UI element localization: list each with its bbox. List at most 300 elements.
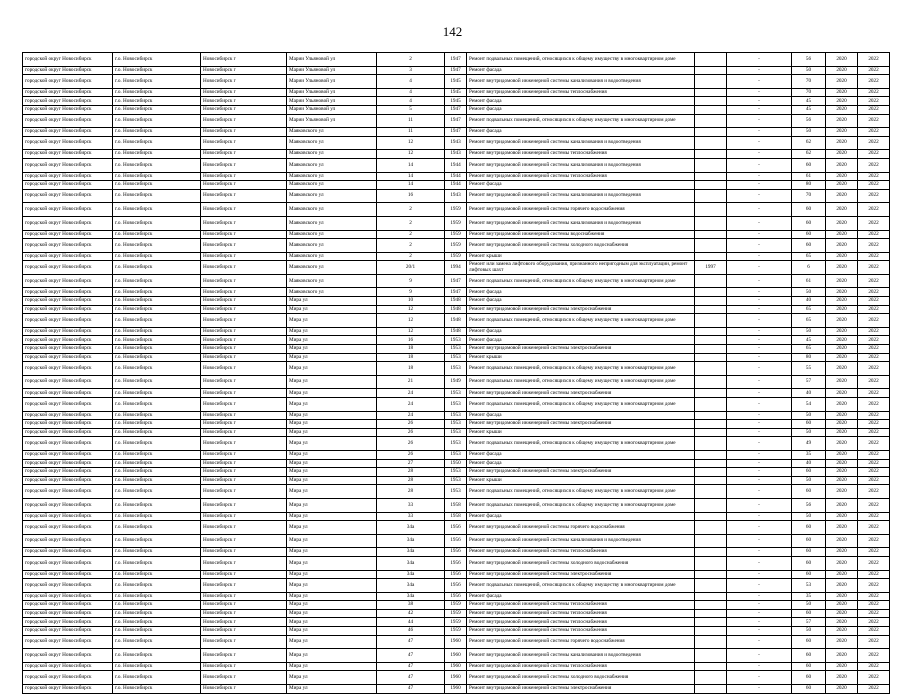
start-year-cell: 2020	[826, 450, 858, 459]
wear-percent-cell: 56	[792, 114, 826, 128]
build-year-cell: 1994	[445, 261, 467, 275]
table-row	[23, 172, 890, 181]
build-year-cell: 1953	[445, 345, 467, 354]
build-year-cell: 1959	[445, 239, 467, 253]
dash-cell: -	[727, 512, 792, 521]
end-year-cell: 2022	[858, 327, 890, 336]
table-row	[23, 362, 890, 376]
municipality-cell: городской округ Новосибирск	[23, 570, 113, 579]
wear-percent-cell: 60	[792, 635, 826, 649]
work-type-cell: Ремонт внутридомовой инженерной системы канализования и водоотведения	[467, 158, 695, 172]
municipality-cell: городской округ Новосибирск	[23, 685, 113, 694]
wear-percent-cell: 61	[792, 172, 826, 181]
work-type-cell: Ремонт фасада	[467, 411, 695, 420]
lift-year-cell: 1997	[695, 261, 727, 275]
end-year-cell: 2022	[858, 181, 890, 190]
municipality-cell: городской округ Новосибирск	[23, 274, 113, 288]
build-year-cell: 1959	[445, 609, 467, 618]
wear-percent-cell: 60	[792, 485, 826, 499]
municipality-cell: городской округ Новосибирск	[23, 336, 113, 345]
lift-year-cell	[695, 203, 727, 217]
table-row	[23, 375, 890, 389]
street-cell: Мира ул	[287, 685, 377, 694]
city-district-cell: г.о. Новосибирск	[113, 136, 201, 150]
end-year-cell: 2022	[858, 216, 890, 230]
start-year-cell: 2020	[826, 685, 858, 694]
work-type-cell: Ремонт внутридомовой инженерной системы горячего водоснабжения	[467, 203, 695, 217]
end-year-cell: 2022	[858, 297, 890, 306]
start-year-cell: 2020	[826, 88, 858, 97]
house-number-cell: 34а	[377, 579, 445, 593]
dash-cell: -	[727, 428, 792, 437]
table-row	[23, 345, 890, 354]
wear-percent-cell: 60	[792, 521, 826, 535]
wear-percent-cell: 35	[792, 592, 826, 601]
start-year-cell: 2020	[826, 239, 858, 253]
start-year-cell: 2020	[826, 314, 858, 328]
start-year-cell: 2020	[826, 521, 858, 535]
lift-year-cell	[695, 230, 727, 239]
locality-cell: Новосибирск г	[201, 635, 287, 649]
wear-percent-cell: 50	[792, 66, 826, 75]
end-year-cell: 2022	[858, 570, 890, 579]
start-year-cell: 2020	[826, 105, 858, 114]
lift-year-cell	[695, 305, 727, 314]
dash-cell: -	[727, 97, 792, 106]
street-cell: Маяковского ул	[287, 181, 377, 190]
municipality-cell: городской округ Новосибирск	[23, 476, 113, 485]
house-number-cell: 4	[377, 75, 445, 89]
build-year-cell: 1953	[445, 450, 467, 459]
street-cell: Мира ул	[287, 635, 377, 649]
start-year-cell: 2020	[826, 512, 858, 521]
street-cell: Мира ул	[287, 362, 377, 376]
table-row	[23, 512, 890, 521]
end-year-cell: 2022	[858, 649, 890, 663]
wear-percent-cell: 50	[792, 411, 826, 420]
table-row	[23, 521, 890, 535]
work-type-cell: Ремонт крыши	[467, 353, 695, 362]
work-type-cell: Ремонт внутридомовой инженерной системы электроснабжения	[467, 389, 695, 398]
end-year-cell: 2022	[858, 450, 890, 459]
lift-year-cell	[695, 534, 727, 548]
street-cell: Мира ул	[287, 327, 377, 336]
dash-cell: -	[727, 150, 792, 159]
build-year-cell: 1945	[445, 97, 467, 106]
locality-cell: Новосибирск г	[201, 150, 287, 159]
dash-cell: -	[727, 114, 792, 128]
table-row	[23, 437, 890, 451]
start-year-cell: 2020	[826, 128, 858, 137]
street-cell: Мира ул	[287, 450, 377, 459]
street-cell: Мира ул	[287, 314, 377, 328]
city-district-cell: г.о. Новосибирск	[113, 649, 201, 663]
build-year-cell: 1960	[445, 671, 467, 685]
work-type-cell: Ремонт подвальных помещений, относящихся к общему имуществу в многоквартирном доме	[467, 314, 695, 328]
lift-year-cell	[695, 420, 727, 429]
dash-cell: -	[727, 618, 792, 627]
work-type-cell: Ремонт подвальных помещений, относящихся к общему имуществу в многоквартирном доме	[467, 579, 695, 593]
wear-percent-cell: 40	[792, 459, 826, 468]
street-cell: Мира ул	[287, 609, 377, 618]
table-row	[23, 450, 890, 459]
street-cell: Марии Ульяновой ул	[287, 66, 377, 75]
build-year-cell: 1953	[445, 437, 467, 451]
locality-cell: Новосибирск г	[201, 521, 287, 535]
locality-cell: Новосибирск г	[201, 136, 287, 150]
locality-cell: Новосибирск г	[201, 53, 287, 67]
house-number-cell: 20/1	[377, 261, 445, 275]
lift-year-cell	[695, 556, 727, 570]
build-year-cell: 1943	[445, 150, 467, 159]
wear-percent-cell: 70	[792, 75, 826, 89]
municipality-cell: городской округ Новосибирск	[23, 297, 113, 306]
build-year-cell: 1944	[445, 181, 467, 190]
city-district-cell: г.о. Новосибирск	[113, 579, 201, 593]
start-year-cell: 2020	[826, 181, 858, 190]
locality-cell: Новосибирск г	[201, 230, 287, 239]
work-type-cell: Ремонт внутридомовой инженерной системы холодного водоснабжения	[467, 239, 695, 253]
locality-cell: Новосибирск г	[201, 105, 287, 114]
start-year-cell: 2020	[826, 485, 858, 499]
municipality-cell: городской округ Новосибирск	[23, 609, 113, 618]
municipality-cell: городской округ Новосибирск	[23, 428, 113, 437]
dash-cell: -	[727, 671, 792, 685]
locality-cell: Новосибирск г	[201, 252, 287, 261]
wear-percent-cell: 60	[792, 203, 826, 217]
table-row	[23, 428, 890, 437]
lift-year-cell	[695, 297, 727, 306]
wear-percent-cell: 60	[792, 216, 826, 230]
locality-cell: Новосибирск г	[201, 485, 287, 499]
start-year-cell: 2020	[826, 345, 858, 354]
table-row	[23, 53, 890, 67]
work-type-cell: Ремонт фасада	[467, 181, 695, 190]
locality-cell: Новосибирск г	[201, 203, 287, 217]
city-district-cell: г.о. Новосибирск	[113, 189, 201, 203]
build-year-cell: 1959	[445, 618, 467, 627]
city-district-cell: г.о. Новосибирск	[113, 609, 201, 618]
municipality-cell: городской округ Новосибирск	[23, 420, 113, 429]
wear-percent-cell: 54	[792, 398, 826, 412]
table-row	[23, 136, 890, 150]
wear-percent-cell: 65	[792, 314, 826, 328]
municipality-cell: городской округ Новосибирск	[23, 305, 113, 314]
wear-percent-cell: 60	[792, 468, 826, 477]
work-type-cell: Ремонт внутридомовой инженерной системы горячего водоснабжения	[467, 521, 695, 535]
start-year-cell: 2020	[826, 288, 858, 297]
dash-cell: -	[727, 158, 792, 172]
table-row	[23, 261, 890, 275]
locality-cell: Новосибирск г	[201, 649, 287, 663]
locality-cell: Новосибирск г	[201, 158, 287, 172]
locality-cell: Новосибирск г	[201, 398, 287, 412]
house-number-cell: 18	[377, 362, 445, 376]
house-number-cell: 12	[377, 150, 445, 159]
house-number-cell: 47	[377, 649, 445, 663]
street-cell: Мира ул	[287, 468, 377, 477]
dash-cell: -	[727, 609, 792, 618]
build-year-cell: 1948	[445, 327, 467, 336]
city-district-cell: г.о. Новосибирск	[113, 114, 201, 128]
street-cell: Мира ул	[287, 459, 377, 468]
dash-cell: -	[727, 556, 792, 570]
work-type-cell: Ремонт внутридомовой инженерной системы теплоснабжения	[467, 601, 695, 610]
start-year-cell: 2020	[826, 336, 858, 345]
house-number-cell: 24	[377, 389, 445, 398]
house-number-cell: 18	[377, 345, 445, 354]
house-number-cell: 12	[377, 314, 445, 328]
table-row	[23, 627, 890, 636]
dash-cell: -	[727, 181, 792, 190]
end-year-cell: 2022	[858, 75, 890, 89]
start-year-cell: 2020	[826, 459, 858, 468]
wear-percent-cell: 60	[792, 420, 826, 429]
house-number-cell: 26	[377, 420, 445, 429]
start-year-cell: 2020	[826, 230, 858, 239]
work-type-cell: Ремонт внутридомовой инженерной системы электроснабжения	[467, 570, 695, 579]
build-year-cell: 1956	[445, 548, 467, 557]
lift-year-cell	[695, 476, 727, 485]
build-year-cell: 1956	[445, 534, 467, 548]
end-year-cell: 2022	[858, 635, 890, 649]
dash-cell: -	[727, 75, 792, 89]
city-district-cell: г.о. Новосибирск	[113, 216, 201, 230]
lift-year-cell	[695, 314, 727, 328]
table-row	[23, 327, 890, 336]
build-year-cell: 1956	[445, 592, 467, 601]
table-row	[23, 297, 890, 306]
locality-cell: Новосибирск г	[201, 389, 287, 398]
start-year-cell: 2020	[826, 437, 858, 451]
end-year-cell: 2022	[858, 476, 890, 485]
city-district-cell: г.о. Новосибирск	[113, 345, 201, 354]
locality-cell: Новосибирск г	[201, 662, 287, 671]
lift-year-cell	[695, 252, 727, 261]
dash-cell: -	[727, 239, 792, 253]
wear-percent-cell: 40	[792, 297, 826, 306]
table-row	[23, 150, 890, 159]
municipality-cell: городской округ Новосибирск	[23, 88, 113, 97]
build-year-cell: 1956	[445, 579, 467, 593]
work-type-cell: Ремонт внутридомовой инженерной системы теплоснабжения	[467, 150, 695, 159]
municipality-cell: городской округ Новосибирск	[23, 579, 113, 593]
start-year-cell: 2020	[826, 158, 858, 172]
lift-year-cell	[695, 150, 727, 159]
municipality-cell: городской округ Новосибирск	[23, 556, 113, 570]
street-cell: Мира ул	[287, 305, 377, 314]
city-district-cell: г.о. Новосибирск	[113, 548, 201, 557]
table-row	[23, 601, 890, 610]
wear-percent-cell: 57	[792, 618, 826, 627]
end-year-cell: 2022	[858, 498, 890, 512]
house-number-cell: 26	[377, 437, 445, 451]
table-row	[23, 128, 890, 137]
locality-cell: Новосибирск г	[201, 353, 287, 362]
house-number-cell: 4	[377, 97, 445, 106]
locality-cell: Новосибирск г	[201, 411, 287, 420]
build-year-cell: 1943	[445, 136, 467, 150]
house-number-cell: 34а	[377, 556, 445, 570]
work-type-cell: Ремонт внутридомовой инженерной системы канализования и водоотведения	[467, 649, 695, 663]
house-number-cell: 26	[377, 450, 445, 459]
city-district-cell: г.о. Новосибирск	[113, 150, 201, 159]
city-district-cell: г.о. Новосибирск	[113, 239, 201, 253]
table-row	[23, 459, 890, 468]
wear-percent-cell: 60	[792, 230, 826, 239]
locality-cell: Новосибирск г	[201, 261, 287, 275]
lift-year-cell	[695, 548, 727, 557]
house-number-cell: 34а	[377, 548, 445, 557]
lift-year-cell	[695, 353, 727, 362]
lift-year-cell	[695, 327, 727, 336]
table-row	[23, 618, 890, 627]
dash-cell: -	[727, 459, 792, 468]
work-type-cell: Ремонт внутридомовой инженерной системы теплоснабжения	[467, 618, 695, 627]
house-number-cell: 16	[377, 336, 445, 345]
house-number-cell: 12	[377, 136, 445, 150]
municipality-cell: городской округ Новосибирск	[23, 345, 113, 354]
lift-year-cell	[695, 579, 727, 593]
house-number-cell: 12	[377, 305, 445, 314]
municipality-cell: городской округ Новосибирск	[23, 189, 113, 203]
dash-cell: -	[727, 88, 792, 97]
city-district-cell: г.о. Новосибирск	[113, 450, 201, 459]
house-number-cell: 21	[377, 375, 445, 389]
start-year-cell: 2020	[826, 189, 858, 203]
street-cell: Маяковского ул	[287, 252, 377, 261]
build-year-cell: 1953	[445, 485, 467, 499]
wear-percent-cell: 50	[792, 512, 826, 521]
city-district-cell: г.о. Новосибирск	[113, 128, 201, 137]
lift-year-cell	[695, 136, 727, 150]
street-cell: Мира ул	[287, 534, 377, 548]
wear-percent-cell: 60	[792, 649, 826, 663]
end-year-cell: 2022	[858, 556, 890, 570]
end-year-cell: 2022	[858, 398, 890, 412]
street-cell: Мира ул	[287, 649, 377, 663]
wear-percent-cell: 50	[792, 601, 826, 610]
lift-year-cell	[695, 288, 727, 297]
municipality-cell: городской округ Новосибирск	[23, 216, 113, 230]
street-cell: Мира ул	[287, 662, 377, 671]
lift-year-cell	[695, 216, 727, 230]
wear-percent-cell: 50	[792, 327, 826, 336]
start-year-cell: 2020	[826, 556, 858, 570]
locality-cell: Новосибирск г	[201, 476, 287, 485]
lift-year-cell	[695, 239, 727, 253]
end-year-cell: 2022	[858, 66, 890, 75]
lift-year-cell	[695, 97, 727, 106]
dash-cell: -	[727, 437, 792, 451]
locality-cell: Новосибирск г	[201, 609, 287, 618]
street-cell: Маяковского ул	[287, 239, 377, 253]
municipality-cell: городской округ Новосибирск	[23, 375, 113, 389]
start-year-cell: 2020	[826, 398, 858, 412]
city-district-cell: г.о. Новосибирск	[113, 181, 201, 190]
locality-cell: Новосибирск г	[201, 189, 287, 203]
start-year-cell: 2020	[826, 305, 858, 314]
locality-cell: Новосибирск г	[201, 128, 287, 137]
house-number-cell: 2	[377, 230, 445, 239]
build-year-cell: 1960	[445, 685, 467, 694]
wear-percent-cell: 61	[792, 274, 826, 288]
dash-cell: -	[727, 261, 792, 275]
table-row	[23, 239, 890, 253]
work-type-cell: Ремонт внутридомовой инженерной системы теплоснабжения	[467, 548, 695, 557]
table-row	[23, 252, 890, 261]
street-cell: Марии Ульяновой ул	[287, 88, 377, 97]
start-year-cell: 2020	[826, 136, 858, 150]
street-cell: Мира ул	[287, 336, 377, 345]
table-row	[23, 88, 890, 97]
end-year-cell: 2022	[858, 97, 890, 106]
end-year-cell: 2022	[858, 128, 890, 137]
work-type-cell: Ремонт внутридомовой инженерной системы водоснабжения	[467, 230, 695, 239]
locality-cell: Новосибирск г	[201, 314, 287, 328]
wear-percent-cell: 53	[792, 579, 826, 593]
start-year-cell: 2020	[826, 579, 858, 593]
dash-cell: -	[727, 534, 792, 548]
dash-cell: -	[727, 172, 792, 181]
wear-percent-cell: 57	[792, 375, 826, 389]
city-district-cell: г.о. Новосибирск	[113, 97, 201, 106]
build-year-cell: 1953	[445, 411, 467, 420]
dash-cell: -	[727, 136, 792, 150]
dash-cell: -	[727, 420, 792, 429]
table-row	[23, 288, 890, 297]
municipality-cell: городской округ Новосибирск	[23, 671, 113, 685]
build-year-cell: 1956	[445, 521, 467, 535]
wear-percent-cell: 60	[792, 158, 826, 172]
locality-cell: Новосибирск г	[201, 548, 287, 557]
street-cell: Мира ул	[287, 485, 377, 499]
start-year-cell: 2020	[826, 635, 858, 649]
municipality-cell: городской округ Новосибирск	[23, 618, 113, 627]
city-district-cell: г.о. Новосибирск	[113, 172, 201, 181]
municipality-cell: городской округ Новосибирск	[23, 288, 113, 297]
street-cell: Мира ул	[287, 476, 377, 485]
start-year-cell: 2020	[826, 592, 858, 601]
locality-cell: Новосибирск г	[201, 618, 287, 627]
lift-year-cell	[695, 172, 727, 181]
table-row	[23, 336, 890, 345]
street-cell: Марии Ульяновой ул	[287, 75, 377, 89]
municipality-cell: городской округ Новосибирск	[23, 327, 113, 336]
city-district-cell: г.о. Новосибирск	[113, 336, 201, 345]
build-year-cell: 1947	[445, 105, 467, 114]
municipality-cell: городской округ Новосибирск	[23, 362, 113, 376]
city-district-cell: г.о. Новосибирск	[113, 53, 201, 67]
city-district-cell: г.о. Новосибирск	[113, 66, 201, 75]
municipality-cell: городской округ Новосибирск	[23, 411, 113, 420]
end-year-cell: 2022	[858, 261, 890, 275]
table-row	[23, 216, 890, 230]
work-type-cell: Ремонт внутридомовой инженерной системы канализования и водоотведения	[467, 136, 695, 150]
lift-year-cell	[695, 398, 727, 412]
locality-cell: Новосибирск г	[201, 88, 287, 97]
locality-cell: Новосибирск г	[201, 75, 287, 89]
lift-year-cell	[695, 635, 727, 649]
dash-cell: -	[727, 485, 792, 499]
street-cell: Мира ул	[287, 671, 377, 685]
city-district-cell: г.о. Новосибирск	[113, 158, 201, 172]
lift-year-cell	[695, 181, 727, 190]
start-year-cell: 2020	[826, 216, 858, 230]
wear-percent-cell: 55	[792, 362, 826, 376]
municipality-cell: городской округ Новосибирск	[23, 548, 113, 557]
municipality-cell: городской округ Новосибирск	[23, 261, 113, 275]
